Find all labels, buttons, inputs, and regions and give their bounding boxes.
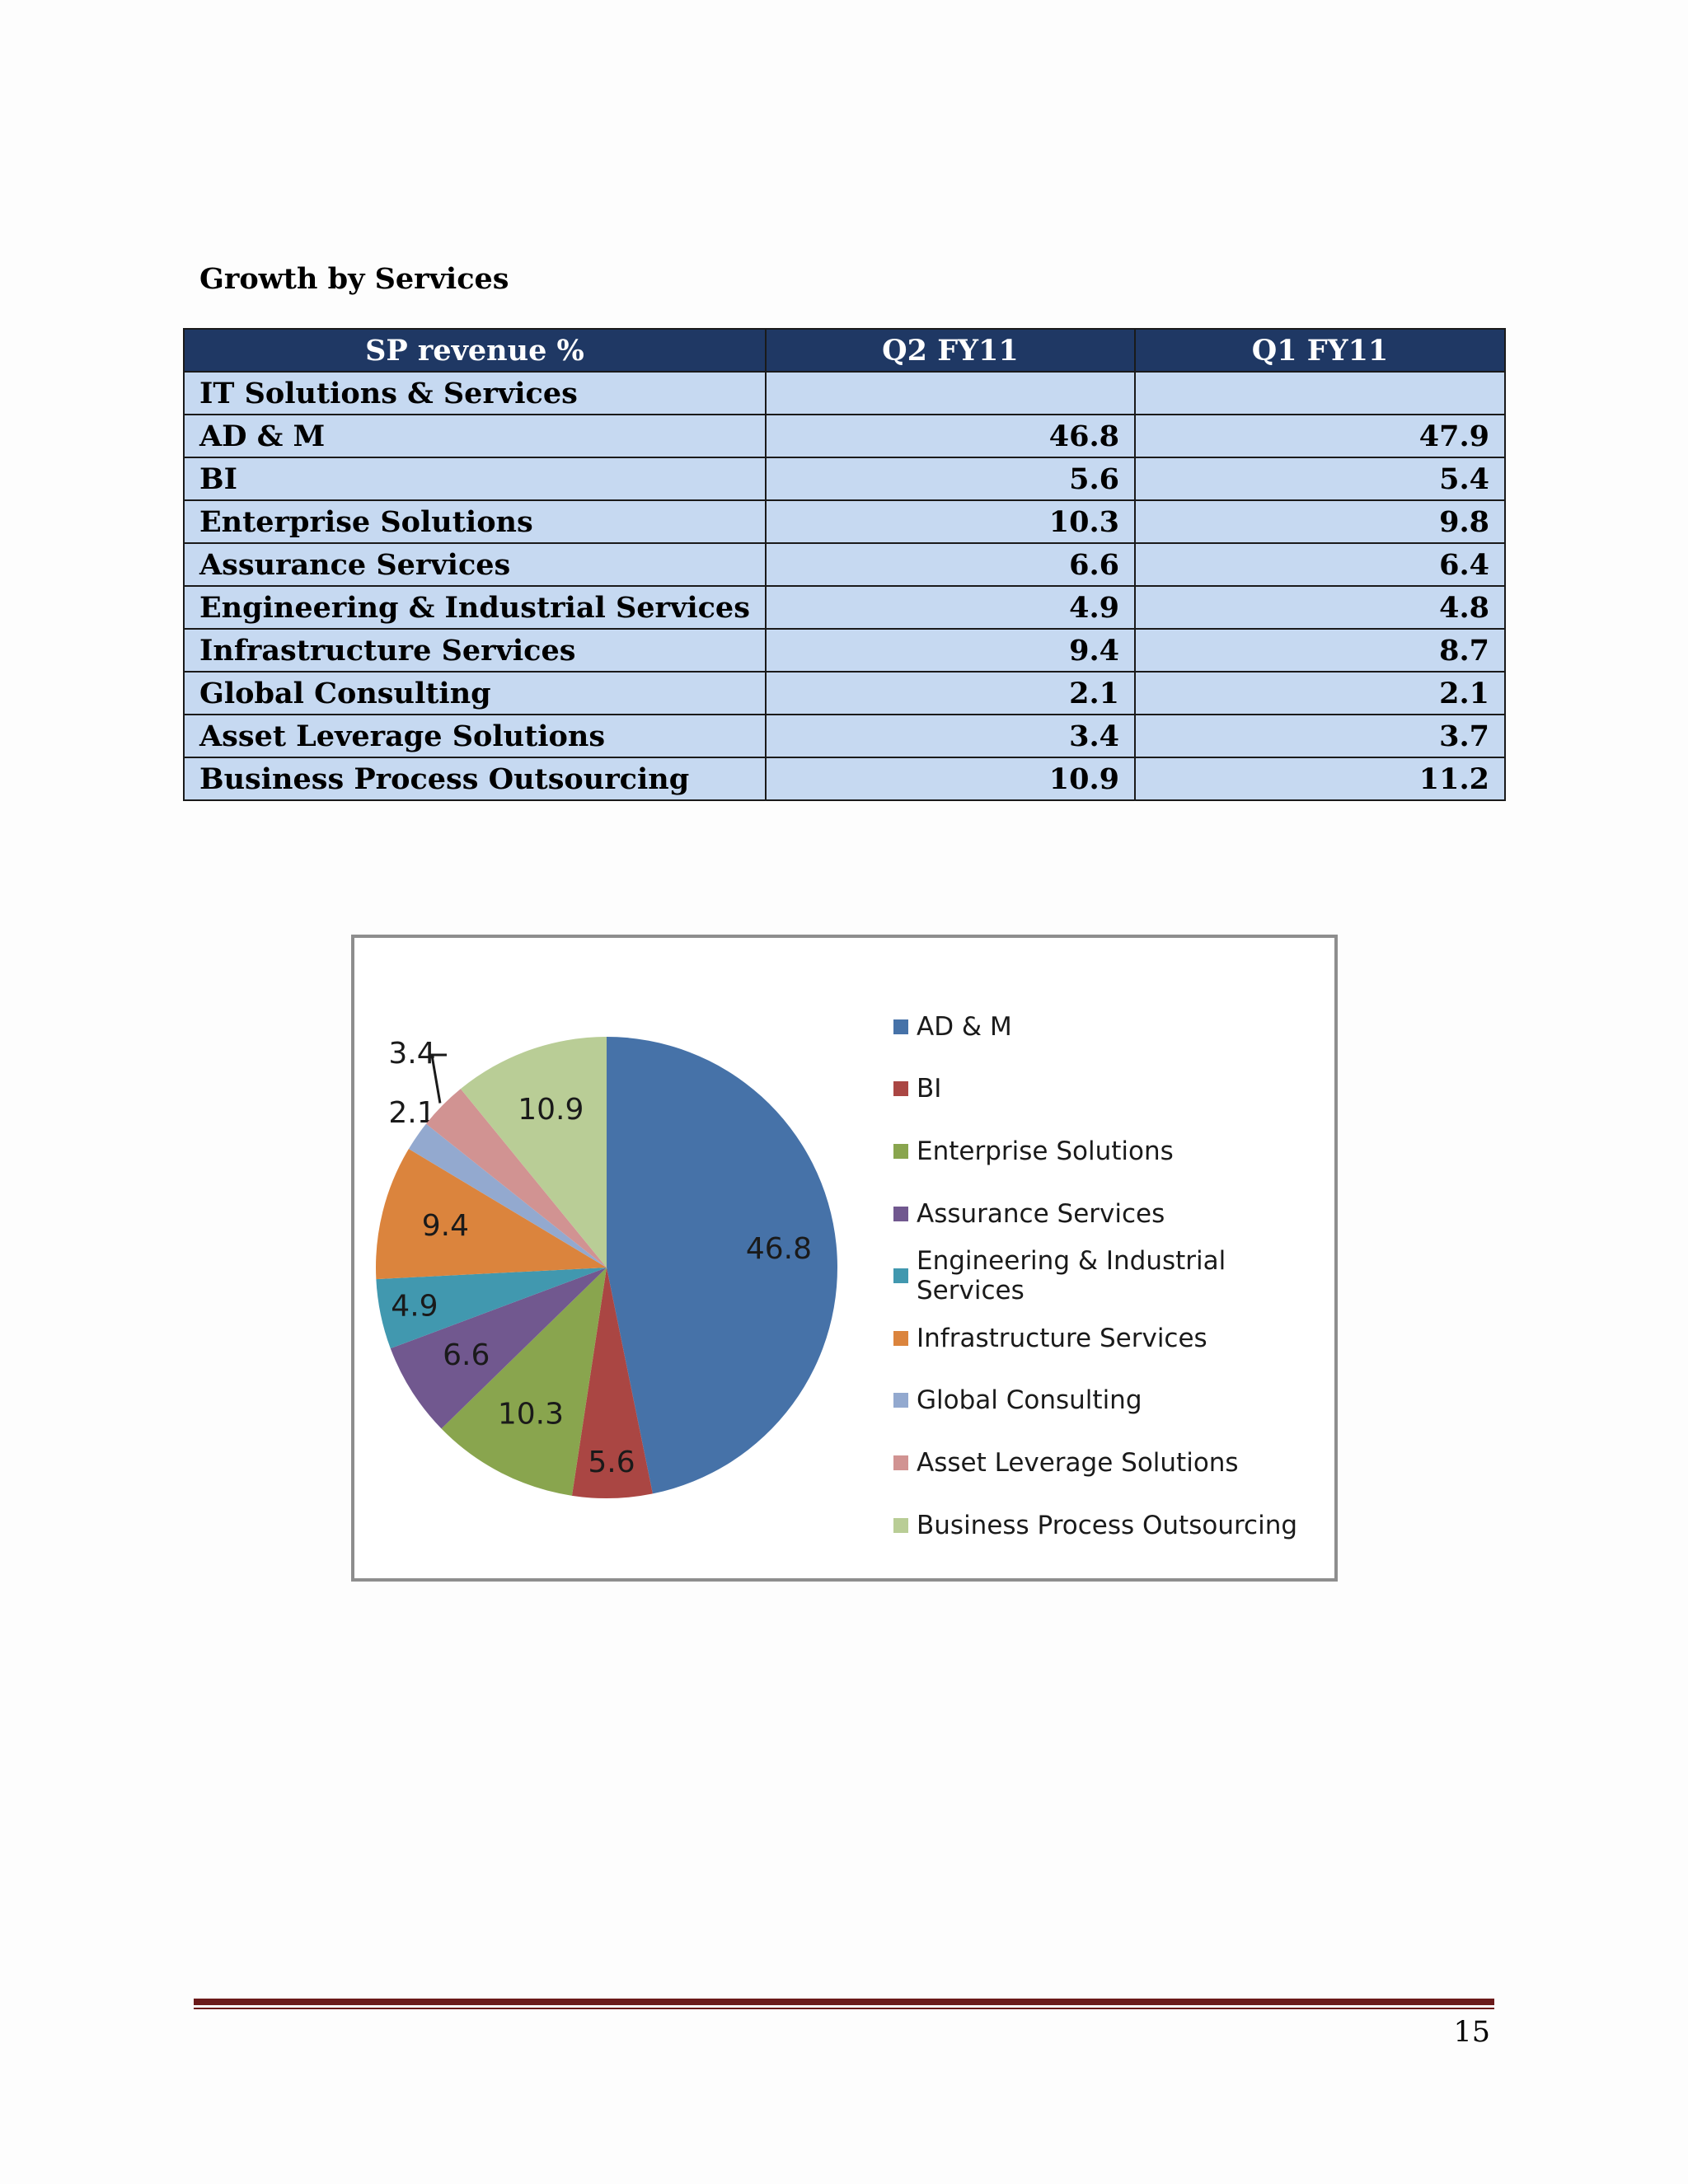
- legend-item: [893, 1183, 1334, 1245]
- section-title: Growth by Services: [199, 262, 509, 296]
- legend-swatch: [893, 1081, 908, 1096]
- column-header-q1-fy11: Q1 FY11: [1135, 329, 1505, 372]
- q2-value: 10.9: [766, 757, 1135, 800]
- pie-data-label-5: 4.9: [391, 1289, 438, 1324]
- table-row: [184, 500, 1505, 543]
- row-label: Infrastructure Services: [184, 629, 766, 672]
- row-label: BI: [184, 457, 766, 500]
- q1-value: 8.7: [1135, 629, 1505, 672]
- legend-label: Engineering & Industrial Services: [917, 1246, 1226, 1306]
- services-revenue-table: [183, 328, 1506, 801]
- row-label: Engineering & Industrial Services: [184, 586, 766, 629]
- legend-item: [893, 1058, 1334, 1121]
- table-row: [184, 586, 1505, 629]
- q1-value: [1135, 372, 1505, 415]
- pie-data-label-7: 2.1: [388, 1096, 436, 1130]
- table-row: [184, 415, 1505, 457]
- q1-value: 5.4: [1135, 457, 1505, 500]
- q1-value: 9.8: [1135, 500, 1505, 543]
- legend-label: Business Process Outsourcing: [917, 1510, 1298, 1540]
- page-number: 15: [1453, 2016, 1490, 2049]
- q2-value: [766, 372, 1135, 415]
- q2-value: 4.9: [766, 586, 1135, 629]
- q2-value: 5.6: [766, 457, 1135, 500]
- q2-value: 3.4: [766, 715, 1135, 757]
- table-row: [184, 715, 1505, 757]
- legend-swatch: [893, 1393, 908, 1408]
- table-row: [184, 457, 1505, 500]
- legend-item: [893, 996, 1334, 1058]
- legend-item: [893, 1120, 1334, 1183]
- pie-data-label-6: 9.4: [421, 1209, 470, 1244]
- pie-data-label-4: 6.6: [443, 1338, 490, 1373]
- pie-data-label-2: 5.6: [588, 1445, 635, 1479]
- row-label: Assurance Services: [184, 543, 766, 586]
- legend-label: Enterprise Solutions: [917, 1136, 1174, 1166]
- q2-value: 46.8: [766, 415, 1135, 457]
- table-row: [184, 672, 1505, 715]
- legend-swatch: [893, 1455, 908, 1470]
- legend-label: Asset Leverage Solutions: [917, 1447, 1239, 1478]
- table-row: [184, 372, 1505, 415]
- pie-data-label-9: 10.9: [518, 1093, 584, 1127]
- pie-data-label-8: 3.4: [388, 1037, 436, 1071]
- services-pie-chart: [351, 935, 1338, 1582]
- q1-value: 2.1: [1135, 672, 1505, 715]
- table-row: [184, 629, 1505, 672]
- row-label: Asset Leverage Solutions: [184, 715, 766, 757]
- legend-label: Global Consulting: [917, 1385, 1142, 1416]
- legend-swatch: [893, 1518, 908, 1533]
- legend-item: [893, 1244, 1334, 1307]
- q1-value: 11.2: [1135, 757, 1505, 800]
- column-header-sp-revenue: SP revenue %: [184, 329, 766, 372]
- q1-value: 47.9: [1135, 415, 1505, 457]
- q2-value: 2.1: [766, 672, 1135, 715]
- chart-legend: [893, 996, 1334, 1556]
- row-label: Business Process Outsourcing: [184, 757, 766, 800]
- row-label: IT Solutions & Services: [184, 372, 766, 415]
- q2-value: 10.3: [766, 500, 1135, 543]
- legend-label: Assurance Services: [917, 1198, 1165, 1229]
- q1-value: 6.4: [1135, 543, 1505, 586]
- pie-data-label-1: 46.8: [745, 1231, 813, 1266]
- legend-label: Infrastructure Services: [917, 1323, 1207, 1353]
- legend-swatch: [893, 1331, 908, 1346]
- legend-swatch: [893, 1268, 908, 1283]
- legend-item: [893, 1307, 1334, 1370]
- table-row: [184, 757, 1505, 800]
- q2-value: 9.4: [766, 629, 1135, 672]
- legend-swatch: [893, 1019, 908, 1034]
- row-label: Enterprise Solutions: [184, 500, 766, 543]
- q1-value: 4.8: [1135, 586, 1505, 629]
- legend-label: BI: [917, 1074, 942, 1104]
- table-row: [184, 543, 1505, 586]
- column-header-q2-fy11: Q2 FY11: [766, 329, 1135, 372]
- legend-label: AD & M: [917, 1011, 1012, 1042]
- pie-data-label-3: 10.3: [497, 1397, 564, 1432]
- q1-value: 3.7: [1135, 715, 1505, 757]
- legend-swatch: [893, 1207, 908, 1221]
- footer-rule: [194, 1999, 1494, 2009]
- row-label: Global Consulting: [184, 672, 766, 715]
- legend-item: [893, 1370, 1334, 1432]
- legend-item: [893, 1432, 1334, 1494]
- row-label: AD & M: [184, 415, 766, 457]
- table-header-row: [184, 329, 1505, 372]
- q2-value: 6.6: [766, 543, 1135, 586]
- legend-swatch: [893, 1144, 908, 1159]
- legend-item: [893, 1494, 1334, 1557]
